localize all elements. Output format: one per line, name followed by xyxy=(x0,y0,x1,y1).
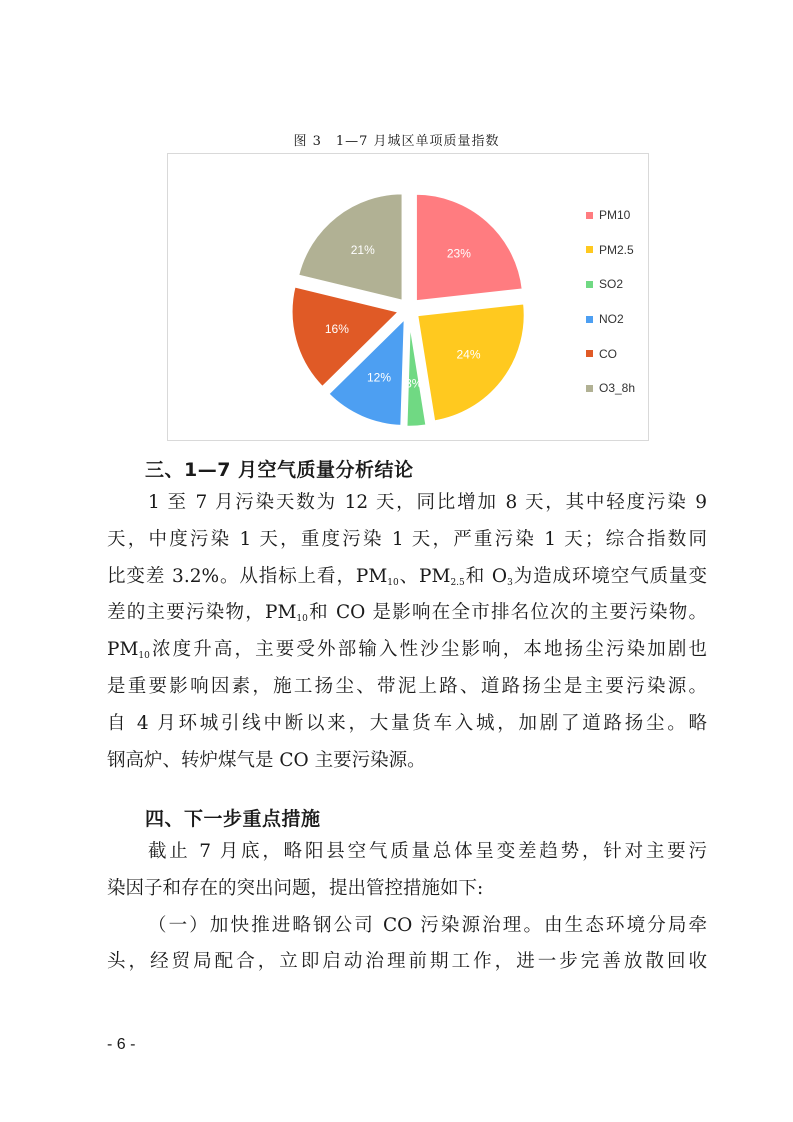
legend-item xyxy=(586,267,635,302)
chart-legend xyxy=(586,198,635,406)
legend-label: O3_8h xyxy=(599,381,636,396)
legend-item xyxy=(586,302,635,337)
legend-label: PM2.5 xyxy=(599,242,634,257)
pie-data-label: 16% xyxy=(324,321,349,336)
legend-label: SO2 xyxy=(599,277,624,292)
legend-swatch xyxy=(586,281,593,288)
legend-swatch xyxy=(586,385,593,392)
section3-heading: 三、1—7 月空气质量分析结论 xyxy=(145,459,414,481)
page-number: - 6 - xyxy=(107,1036,136,1053)
text-line: 染因子和存在的突出问题，提出管控措施如下: xyxy=(107,877,484,899)
text-line: $PM_{10}$浓度升高，主要受外部输入性沙尘影响，本地扬尘污染加剧也 xyxy=(107,639,707,662)
legend-swatch xyxy=(586,212,593,219)
figure-caption: 图 3 1—7 月城区单项质量指数 xyxy=(293,134,500,149)
text-line: 是重要影响因素，施工扬尘、带泥上路、道路扬尘是主要污染源。 xyxy=(107,675,707,697)
text-line: 截止 7 月底，略阳县空气质量总体呈变差趋势，针对主要污 xyxy=(148,841,707,862)
text-line: 比变差 3.2%。从指标上看，$PM_{10}$、$PM_{2.5}$和 $O_3$为造成环境空气质量变 xyxy=(107,565,707,588)
pie-slice-pm2-5 xyxy=(417,303,525,422)
legend-item xyxy=(586,336,635,371)
legend-item xyxy=(586,233,635,268)
text-line: （一）加快推进略钢公司 CO 污染源治理。由生态环境分局牵 xyxy=(148,914,707,936)
pie-data-label: 23% xyxy=(446,246,471,261)
legend-swatch xyxy=(586,246,593,253)
legend-swatch xyxy=(586,350,593,357)
section3-body xyxy=(107,485,707,779)
pie-data-label: 12% xyxy=(366,370,392,385)
legend-label: PM10 xyxy=(599,208,631,223)
section4-body xyxy=(107,834,707,981)
pie-chart xyxy=(167,153,649,441)
pie-data-label: 24% xyxy=(456,347,481,362)
legend-swatch xyxy=(586,316,593,323)
text-line: 头，经贸局配合，立即启动治理前期工作，进一步完善放散回收 xyxy=(107,951,707,973)
text-line: 自 4 月环城引线中断以来，大量货车入城，加剧了道路扬尘。略 xyxy=(107,712,707,734)
text-line: 钢高炉、转炉煤气是 CO 主要污染源。 xyxy=(107,749,426,771)
text-line: 差的主要污染物，$PM_{10}$和 CO 是影响在全市排名位次的主要污染物。 xyxy=(107,602,707,625)
text-line: 天，中度污染 1 天，重度污染 1 天，严重污染 1 天；综合指数同 xyxy=(107,528,707,550)
legend-label: NO2 xyxy=(599,312,624,327)
pie-svg xyxy=(168,154,648,440)
section4-heading: 四、下一步重点措施 xyxy=(145,808,321,830)
pie-data-label: 21% xyxy=(350,243,375,258)
legend-label: CO xyxy=(599,346,617,361)
pie-data-label: 3% xyxy=(405,376,423,391)
text-line: 1 至 7 月污染天数为 12 天，同比增加 8 天，其中轻度污染 9 xyxy=(148,492,707,513)
legend-item xyxy=(586,371,635,406)
legend-item xyxy=(586,198,635,233)
